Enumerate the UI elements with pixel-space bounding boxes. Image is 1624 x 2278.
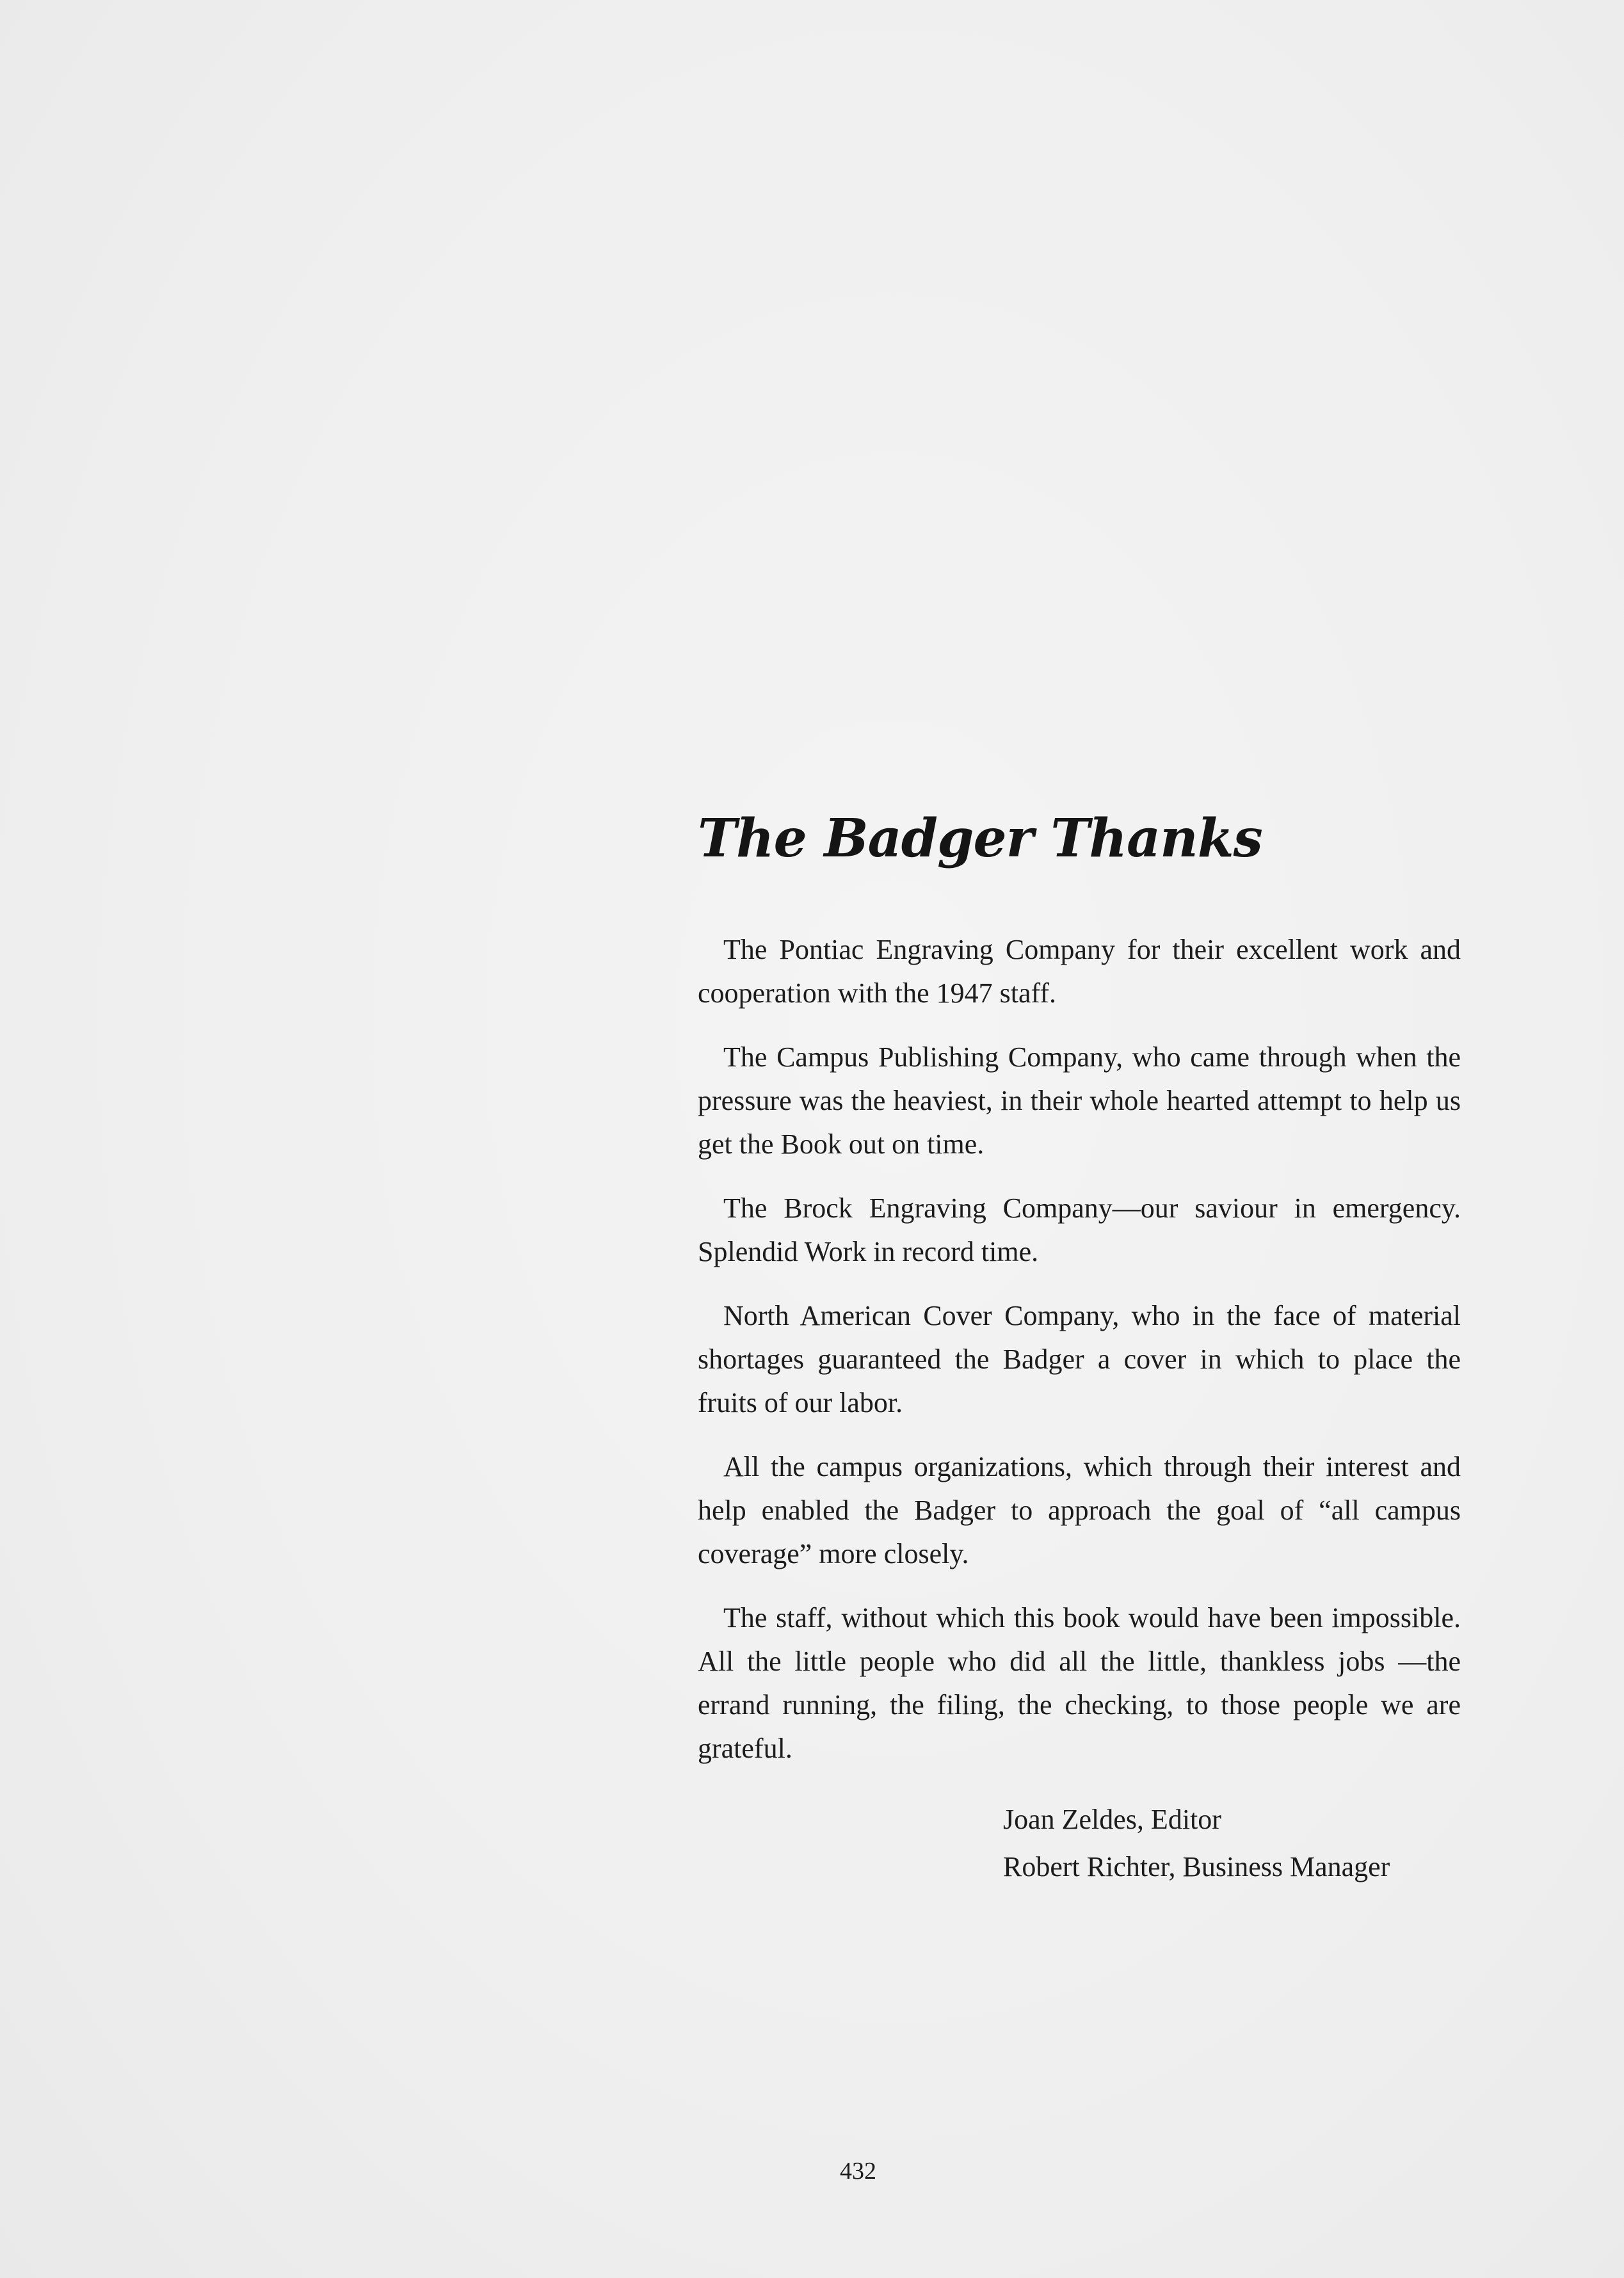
page-number: 432 (840, 2158, 876, 2185)
signature-editor: Joan Zeldes, Editor (1003, 1804, 1221, 1835)
signature-block (1003, 1796, 1390, 1891)
paragraph-north-american: North American Cover Company, who in the face of material shortages guaranteed the Badger a cover in which to place the fruits of our labor. (698, 1300, 1461, 1418)
paragraph-brock: The Brock Engraving Company—our saviour in emergency. Splendid Work in record time. (698, 1192, 1461, 1267)
paragraph-pontiac: The Pontiac Engraving Company for their excellent work and cooperation with the 1947 staff. (698, 934, 1461, 1009)
signature-business-manager: Robert Richter, Business Manager (1003, 1851, 1390, 1882)
paragraph-campus-publishing: The Campus Publishing Company, who came through when the pressure was the heaviest, in their whole hearted attempt to help us get the Book out on time. (698, 1041, 1461, 1160)
page-title: The Badger Thanks (698, 808, 1262, 869)
paragraph-campus-organizations: All the campus organizations, which through their interest and help enabled the Badger to approach the goal of “all campus coverage” more closely. (698, 1451, 1461, 1569)
paragraph-staff: The staff, without which this book would have been impossible. All the little people who did all the little, thankless jobs —the errand running, the filing, the checking, to those people we are grateful. (698, 1602, 1461, 1764)
acknowledgements-body (698, 928, 1461, 1791)
